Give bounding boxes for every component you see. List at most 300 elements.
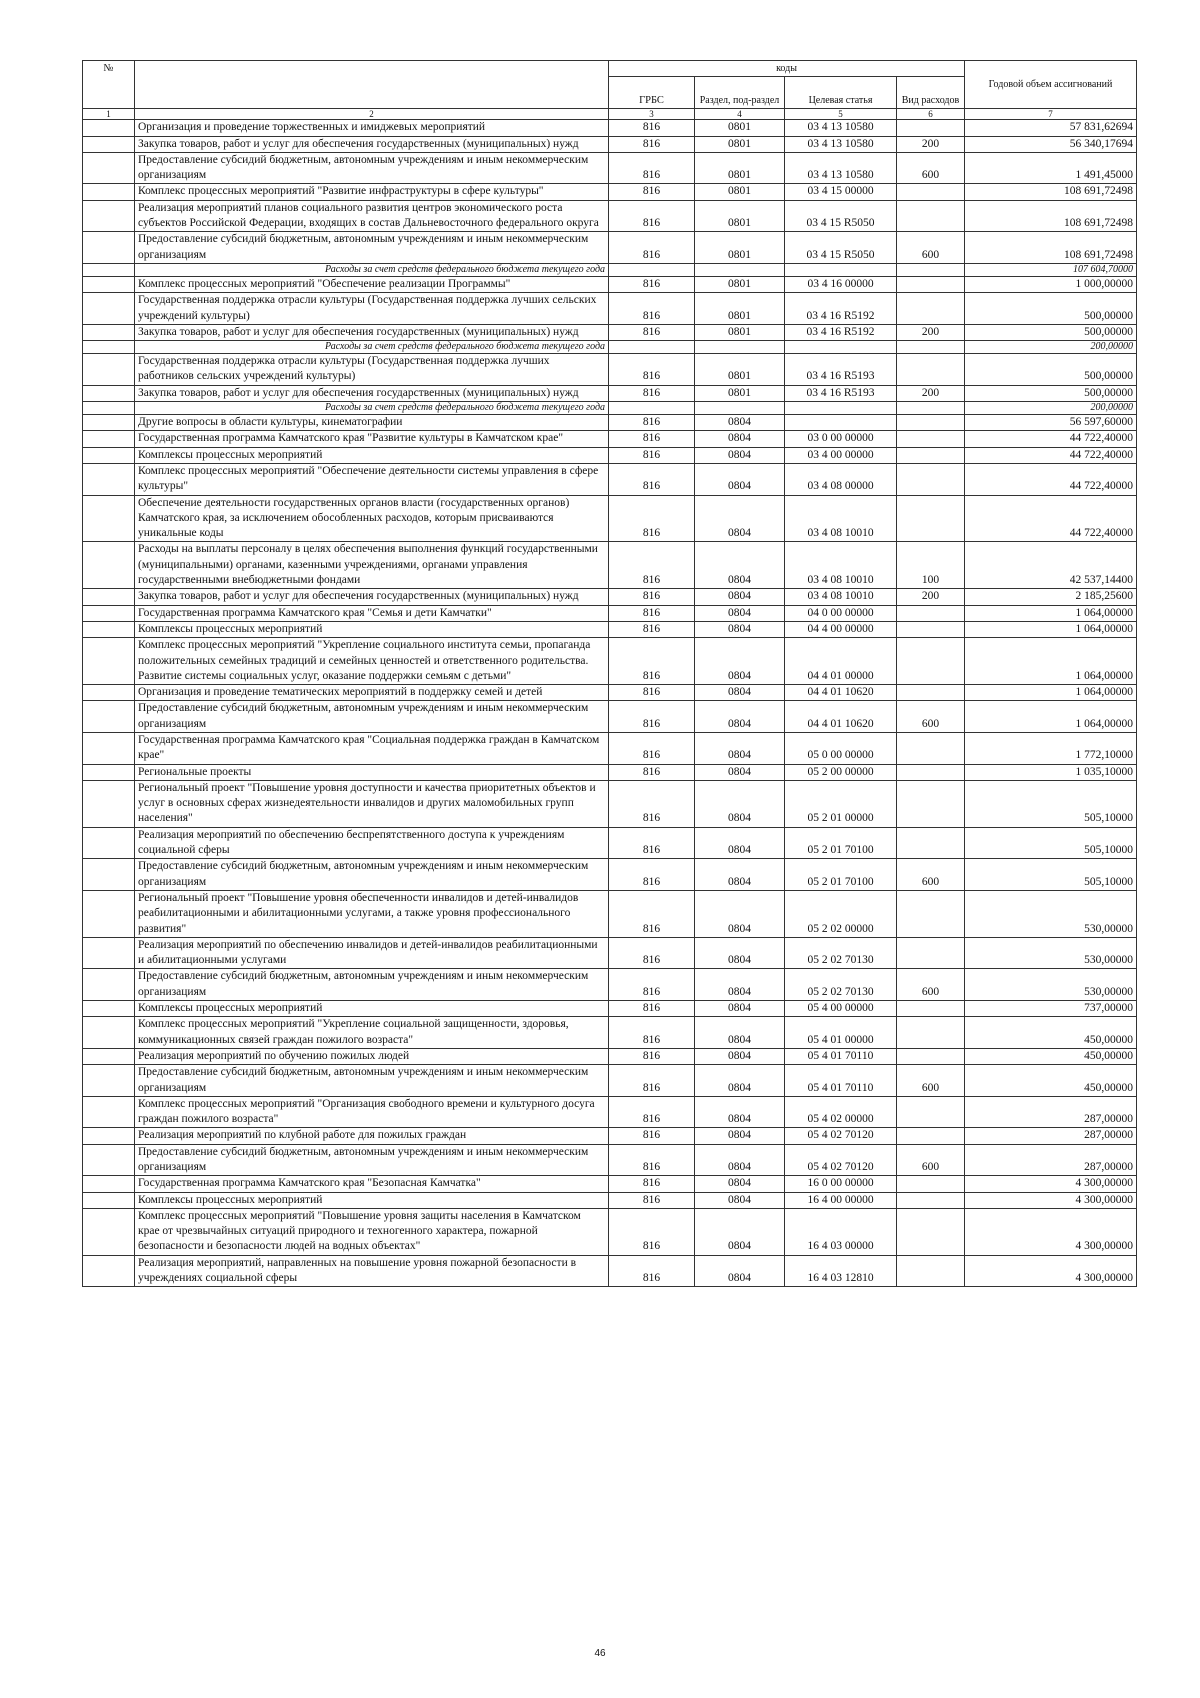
row-target: 04 4 01 10620 xyxy=(785,685,897,701)
row-target: 05 4 02 70120 xyxy=(785,1144,897,1176)
row-grbs: 816 xyxy=(609,1192,695,1208)
row-amount: 1 064,00000 xyxy=(965,701,1137,733)
row-kind xyxy=(897,431,965,447)
row-target: 05 4 02 70120 xyxy=(785,1128,897,1144)
row-amount: 505,10000 xyxy=(965,859,1137,891)
page-number: 46 xyxy=(594,1648,606,1659)
federal-funds-row xyxy=(83,263,1137,276)
row-amount: 2 185,25600 xyxy=(965,589,1137,605)
row-name: Комплекс процессных мероприятий "Укрепление социального института семьи, пропаганда положительных семейных традиций и семейных ценностей и ответственного родительства. Развитие системы социальных услуг, оказание поддержки семьям с детьми" xyxy=(135,638,609,685)
table-row xyxy=(83,1255,1137,1287)
row-target: 05 2 02 00000 xyxy=(785,890,897,937)
row-name: Реализация мероприятий, направленных на повышение уровня пожарной безопасности в учреждениях социальной сферы xyxy=(135,1255,609,1287)
row-name: Организация и проведение тематических мероприятий в поддержку семей и детей xyxy=(135,685,609,701)
row-amount: 1 064,00000 xyxy=(965,638,1137,685)
row-num xyxy=(83,732,135,764)
row-kind: 600 xyxy=(897,1144,965,1176)
row-target: 03 4 08 10010 xyxy=(785,495,897,542)
row-name: Расходы за счет средств федерального бюджета текущего года xyxy=(135,341,609,354)
row-target: 03 4 16 R5192 xyxy=(785,324,897,340)
row-section: 0804 xyxy=(695,732,785,764)
row-section: 0801 xyxy=(695,385,785,401)
table-row xyxy=(83,701,1137,733)
header-name xyxy=(135,61,609,109)
table-row xyxy=(83,1096,1137,1128)
header-annual: Годовой объем ассигнований xyxy=(965,61,1137,109)
row-target: 16 4 00 00000 xyxy=(785,1192,897,1208)
row-target: 03 4 16 R5193 xyxy=(785,385,897,401)
row-kind xyxy=(897,827,965,859)
row-kind xyxy=(897,276,965,292)
row-name: Комплексы процессных мероприятий xyxy=(135,621,609,637)
row-amount: 1 064,00000 xyxy=(965,621,1137,637)
row-target: 04 4 01 10620 xyxy=(785,701,897,733)
row-amount: 44 722,40000 xyxy=(965,463,1137,495)
row-name: Комплекс процессных мероприятий "Укрепление социальной защищенности, здоровья, коммуникационных связей граждан пожилого возраста" xyxy=(135,1017,609,1049)
row-section xyxy=(695,341,785,354)
row-section: 0804 xyxy=(695,1001,785,1017)
row-target: 03 4 13 10580 xyxy=(785,136,897,152)
row-name: Региональные проекты xyxy=(135,764,609,780)
row-grbs: 816 xyxy=(609,589,695,605)
column-numbers-row xyxy=(83,109,1137,120)
row-section: 0804 xyxy=(695,780,785,827)
row-target: 03 4 16 00000 xyxy=(785,276,897,292)
row-num xyxy=(83,890,135,937)
row-kind xyxy=(897,1192,965,1208)
row-grbs: 816 xyxy=(609,890,695,937)
row-name: Государственная программа Камчатского края "Семья и дети Камчатки" xyxy=(135,605,609,621)
row-name: Закупка товаров, работ и услуг для обеспечения государственных (муниципальных) нужд xyxy=(135,136,609,152)
row-target: 03 0 00 00000 xyxy=(785,431,897,447)
table-row xyxy=(83,463,1137,495)
row-kind xyxy=(897,937,965,969)
row-num xyxy=(83,1128,135,1144)
row-grbs: 816 xyxy=(609,495,695,542)
row-kind xyxy=(897,890,965,937)
row-target: 03 4 13 10580 xyxy=(785,120,897,136)
federal-funds-row xyxy=(83,402,1137,415)
row-kind xyxy=(897,341,965,354)
table-row xyxy=(83,1208,1137,1255)
row-amount: 4 300,00000 xyxy=(965,1176,1137,1192)
row-kind xyxy=(897,732,965,764)
row-grbs: 816 xyxy=(609,152,695,184)
row-amount: 108 691,72498 xyxy=(965,200,1137,232)
row-kind: 600 xyxy=(897,859,965,891)
row-amount: 505,10000 xyxy=(965,780,1137,827)
row-target: 03 4 15 00000 xyxy=(785,184,897,200)
row-amount: 1 491,45000 xyxy=(965,152,1137,184)
col-number: 6 xyxy=(897,109,965,120)
row-num xyxy=(83,1208,135,1255)
table-row xyxy=(83,605,1137,621)
row-grbs: 816 xyxy=(609,324,695,340)
row-num xyxy=(83,542,135,589)
row-kind xyxy=(897,1128,965,1144)
row-num xyxy=(83,621,135,637)
row-grbs: 816 xyxy=(609,136,695,152)
row-grbs: 816 xyxy=(609,1144,695,1176)
row-num xyxy=(83,200,135,232)
row-grbs: 816 xyxy=(609,354,695,386)
row-target: 03 4 08 10010 xyxy=(785,542,897,589)
row-section: 0801 xyxy=(695,200,785,232)
header-section: Раздел, под-раздел xyxy=(695,77,785,109)
row-num xyxy=(83,136,135,152)
row-kind xyxy=(897,638,965,685)
row-grbs: 816 xyxy=(609,969,695,1001)
row-amount: 1 064,00000 xyxy=(965,605,1137,621)
row-num xyxy=(83,1176,135,1192)
row-name: Комплекс процессных мероприятий "Организация свободного времени и культурного досуга граждан пожилого возраста" xyxy=(135,1096,609,1128)
row-target: 05 4 01 00000 xyxy=(785,1017,897,1049)
row-target: 04 0 00 00000 xyxy=(785,605,897,621)
row-num xyxy=(83,276,135,292)
row-name: Региональный проект "Повышение уровня доступности и качества приоритетных объектов и услуг в основных сферах жизнедеятельности инвалидов и других маломобильных групп населения" xyxy=(135,780,609,827)
row-target xyxy=(785,415,897,431)
row-target xyxy=(785,341,897,354)
row-section: 0804 xyxy=(695,1192,785,1208)
row-amount: 530,00000 xyxy=(965,937,1137,969)
row-name: Реализация мероприятий по обеспечению инвалидов и детей-инвалидов реабилитационными и абилитационными услугами xyxy=(135,937,609,969)
row-kind: 200 xyxy=(897,385,965,401)
table-row xyxy=(83,415,1137,431)
row-name: Закупка товаров, работ и услуг для обеспечения государственных (муниципальных) нужд xyxy=(135,589,609,605)
row-num xyxy=(83,385,135,401)
row-name: Расходы за счет средств федерального бюджета текущего года xyxy=(135,263,609,276)
row-num xyxy=(83,431,135,447)
row-kind xyxy=(897,402,965,415)
row-amount: 44 722,40000 xyxy=(965,447,1137,463)
header-target: Целевая статья xyxy=(785,77,897,109)
row-section: 0801 xyxy=(695,324,785,340)
row-section: 0804 xyxy=(695,685,785,701)
table-row xyxy=(83,120,1137,136)
row-num xyxy=(83,605,135,621)
header-grbs: ГРБС xyxy=(609,77,695,109)
table-row xyxy=(83,764,1137,780)
row-target: 03 4 15 R5050 xyxy=(785,200,897,232)
row-grbs: 816 xyxy=(609,1208,695,1255)
row-amount: 4 300,00000 xyxy=(965,1255,1137,1287)
table-row xyxy=(83,232,1137,264)
row-num xyxy=(83,685,135,701)
row-grbs: 816 xyxy=(609,1065,695,1097)
row-grbs: 816 xyxy=(609,1255,695,1287)
row-amount: 56 597,60000 xyxy=(965,415,1137,431)
row-amount: 57 831,62694 xyxy=(965,120,1137,136)
row-section: 0804 xyxy=(695,701,785,733)
table-row xyxy=(83,589,1137,605)
row-section: 0804 xyxy=(695,415,785,431)
row-grbs: 816 xyxy=(609,1001,695,1017)
row-num xyxy=(83,495,135,542)
row-name: Реализация мероприятий по обучению пожилых людей xyxy=(135,1048,609,1064)
row-section: 0801 xyxy=(695,120,785,136)
row-grbs: 816 xyxy=(609,859,695,891)
row-section: 0804 xyxy=(695,589,785,605)
row-grbs: 816 xyxy=(609,232,695,264)
row-kind: 200 xyxy=(897,136,965,152)
row-amount: 200,00000 xyxy=(965,341,1137,354)
row-target: 03 4 08 00000 xyxy=(785,463,897,495)
table-row xyxy=(83,200,1137,232)
row-name: Предоставление субсидий бюджетным, автономным учреждениям и иным некоммерческим организациям xyxy=(135,859,609,891)
row-amount: 1 000,00000 xyxy=(965,276,1137,292)
row-grbs: 816 xyxy=(609,764,695,780)
row-amount: 500,00000 xyxy=(965,354,1137,386)
row-target: 03 4 00 00000 xyxy=(785,447,897,463)
header-num: № xyxy=(83,61,135,109)
row-num xyxy=(83,969,135,1001)
row-kind xyxy=(897,1208,965,1255)
row-target: 16 4 03 12810 xyxy=(785,1255,897,1287)
table-row xyxy=(83,1048,1137,1064)
row-num xyxy=(83,1048,135,1064)
table-row xyxy=(83,354,1137,386)
row-section: 0804 xyxy=(695,1176,785,1192)
row-kind xyxy=(897,1255,965,1287)
row-section: 0804 xyxy=(695,638,785,685)
row-amount: 42 537,14400 xyxy=(965,542,1137,589)
row-grbs: 816 xyxy=(609,415,695,431)
row-num xyxy=(83,1144,135,1176)
row-name: Комплексы процессных мероприятий xyxy=(135,447,609,463)
row-target: 03 4 15 R5050 xyxy=(785,232,897,264)
row-grbs: 816 xyxy=(609,200,695,232)
row-kind xyxy=(897,764,965,780)
row-amount: 500,00000 xyxy=(965,324,1137,340)
row-kind xyxy=(897,1017,965,1049)
row-name: Комплексы процессных мероприятий xyxy=(135,1192,609,1208)
row-amount: 56 340,17694 xyxy=(965,136,1137,152)
col-number: 4 xyxy=(695,109,785,120)
row-amount: 108 691,72498 xyxy=(965,184,1137,200)
row-num xyxy=(83,184,135,200)
row-kind: 600 xyxy=(897,232,965,264)
row-target: 03 4 08 10010 xyxy=(785,589,897,605)
row-target: 05 4 01 70110 xyxy=(785,1048,897,1064)
row-target: 05 0 00 00000 xyxy=(785,732,897,764)
row-kind xyxy=(897,120,965,136)
row-name: Расходы за счет средств федерального бюджета текущего года xyxy=(135,402,609,415)
row-grbs: 816 xyxy=(609,120,695,136)
row-target: 05 2 00 00000 xyxy=(785,764,897,780)
row-num xyxy=(83,293,135,325)
row-amount: 530,00000 xyxy=(965,890,1137,937)
row-num xyxy=(83,827,135,859)
row-section: 0801 xyxy=(695,136,785,152)
row-name: Комплексы процессных мероприятий xyxy=(135,1001,609,1017)
row-kind: 600 xyxy=(897,1065,965,1097)
row-section: 0801 xyxy=(695,354,785,386)
row-name: Комплекс процессных мероприятий "Обеспечение реализации Программы" xyxy=(135,276,609,292)
table-row xyxy=(83,1128,1137,1144)
row-num xyxy=(83,764,135,780)
row-num xyxy=(83,1192,135,1208)
table-row xyxy=(83,827,1137,859)
row-kind xyxy=(897,184,965,200)
row-kind xyxy=(897,200,965,232)
row-grbs: 816 xyxy=(609,1176,695,1192)
row-kind xyxy=(897,293,965,325)
table-row xyxy=(83,1065,1137,1097)
table-row xyxy=(83,969,1137,1001)
row-grbs: 816 xyxy=(609,621,695,637)
table-row xyxy=(83,1017,1137,1049)
row-name: Предоставление субсидий бюджетным, автономным учреждениям и иным некоммерческим организациям xyxy=(135,232,609,264)
row-section xyxy=(695,402,785,415)
row-section: 0804 xyxy=(695,827,785,859)
row-name: Государственная программа Камчатского края "Социальная поддержка граждан в Камчатском крае" xyxy=(135,732,609,764)
row-target: 16 0 00 00000 xyxy=(785,1176,897,1192)
row-section: 0804 xyxy=(695,764,785,780)
row-name: Государственная программа Камчатского края "Безопасная Камчатка" xyxy=(135,1176,609,1192)
row-name: Предоставление субсидий бюджетным, автономным учреждениям и иным некоммерческим организациям xyxy=(135,701,609,733)
row-num xyxy=(83,859,135,891)
row-section: 0804 xyxy=(695,1144,785,1176)
row-section: 0804 xyxy=(695,431,785,447)
row-grbs: 816 xyxy=(609,276,695,292)
row-section: 0804 xyxy=(695,1255,785,1287)
row-num xyxy=(83,1001,135,1017)
row-name: Предоставление субсидий бюджетным, автономным учреждениям и иным некоммерческим организациям xyxy=(135,1065,609,1097)
row-grbs: 816 xyxy=(609,447,695,463)
row-amount: 287,00000 xyxy=(965,1144,1137,1176)
row-grbs: 816 xyxy=(609,1017,695,1049)
row-section: 0801 xyxy=(695,293,785,325)
row-section: 0804 xyxy=(695,463,785,495)
row-amount: 505,10000 xyxy=(965,827,1137,859)
row-num xyxy=(83,1065,135,1097)
row-kind xyxy=(897,354,965,386)
row-num xyxy=(83,232,135,264)
row-amount: 4 300,00000 xyxy=(965,1192,1137,1208)
row-num xyxy=(83,447,135,463)
row-kind xyxy=(897,780,965,827)
row-name: Реализация мероприятий по обеспечению беспрепятственного доступа к учреждениям социальной сферы xyxy=(135,827,609,859)
table-row xyxy=(83,324,1137,340)
row-name: Реализация мероприятий по клубной работе для пожилых граждан xyxy=(135,1128,609,1144)
row-num xyxy=(83,1017,135,1049)
row-kind xyxy=(897,1001,965,1017)
row-amount: 44 722,40000 xyxy=(965,431,1137,447)
row-num xyxy=(83,354,135,386)
row-amount: 1 064,00000 xyxy=(965,685,1137,701)
table-row xyxy=(83,136,1137,152)
row-section: 0804 xyxy=(695,1096,785,1128)
row-grbs: 816 xyxy=(609,1128,695,1144)
row-kind: 100 xyxy=(897,542,965,589)
row-amount: 500,00000 xyxy=(965,385,1137,401)
row-amount: 4 300,00000 xyxy=(965,1208,1137,1255)
row-name: Государственная программа Камчатского края "Развитие культуры в Камчатском крае" xyxy=(135,431,609,447)
row-grbs: 816 xyxy=(609,780,695,827)
row-amount: 1 772,10000 xyxy=(965,732,1137,764)
row-kind: 600 xyxy=(897,969,965,1001)
row-name: Предоставление субсидий бюджетным, автономным учреждениям и иным некоммерческим организациям xyxy=(135,969,609,1001)
row-grbs: 816 xyxy=(609,463,695,495)
row-kind xyxy=(897,621,965,637)
col-number: 3 xyxy=(609,109,695,120)
table-row xyxy=(83,780,1137,827)
budget-table xyxy=(82,60,1137,1287)
row-section: 0804 xyxy=(695,859,785,891)
row-grbs: 816 xyxy=(609,1048,695,1064)
row-section: 0804 xyxy=(695,1065,785,1097)
row-grbs: 816 xyxy=(609,605,695,621)
row-section: 0804 xyxy=(695,890,785,937)
row-kind: 600 xyxy=(897,152,965,184)
row-section: 0804 xyxy=(695,605,785,621)
row-num xyxy=(83,341,135,354)
row-kind xyxy=(897,1176,965,1192)
row-target: 05 2 02 70130 xyxy=(785,937,897,969)
row-target: 05 2 01 70100 xyxy=(785,859,897,891)
row-name: Закупка товаров, работ и услуг для обеспечения государственных (муниципальных) нужд xyxy=(135,324,609,340)
row-kind xyxy=(897,447,965,463)
table-row xyxy=(83,293,1137,325)
row-grbs: 816 xyxy=(609,701,695,733)
row-target: 05 4 01 70110 xyxy=(785,1065,897,1097)
row-grbs xyxy=(609,263,695,276)
row-target: 03 4 16 R5193 xyxy=(785,354,897,386)
row-name: Комплекс процессных мероприятий "Развитие инфраструктуры в сфере культуры" xyxy=(135,184,609,200)
header-kind: Вид расходов xyxy=(897,77,965,109)
table-row xyxy=(83,890,1137,937)
row-num xyxy=(83,415,135,431)
row-amount: 200,00000 xyxy=(965,402,1137,415)
row-grbs: 816 xyxy=(609,827,695,859)
row-kind: 600 xyxy=(897,701,965,733)
row-amount: 107 604,70000 xyxy=(965,263,1137,276)
row-name: Закупка товаров, работ и услуг для обеспечения государственных (муниципальных) нужд xyxy=(135,385,609,401)
table-row xyxy=(83,385,1137,401)
row-name: Региональный проект "Повышение уровня обеспеченности инвалидов и детей-инвалидов реабилитационными и абилитационными услугами, а также уровня профессионального развития" xyxy=(135,890,609,937)
row-amount: 287,00000 xyxy=(965,1096,1137,1128)
row-name: Государственная поддержка отрасли культуры (Государственная поддержка лучших сельских учреждений культуры) xyxy=(135,293,609,325)
row-name: Государственная поддержка отрасли культуры (Государственная поддержка лучших работников сельских учреждений культуры) xyxy=(135,354,609,386)
table-row xyxy=(83,1144,1137,1176)
row-grbs: 816 xyxy=(609,1096,695,1128)
row-section: 0801 xyxy=(695,232,785,264)
row-target: 05 4 00 00000 xyxy=(785,1001,897,1017)
table-row xyxy=(83,859,1137,891)
row-kind: 200 xyxy=(897,589,965,605)
row-section: 0804 xyxy=(695,1128,785,1144)
row-amount: 450,00000 xyxy=(965,1017,1137,1049)
row-kind xyxy=(897,415,965,431)
row-kind xyxy=(897,1096,965,1128)
row-kind xyxy=(897,263,965,276)
row-target xyxy=(785,263,897,276)
row-num xyxy=(83,324,135,340)
row-grbs: 816 xyxy=(609,431,695,447)
row-amount: 500,00000 xyxy=(965,293,1137,325)
row-section: 0804 xyxy=(695,1208,785,1255)
row-name: Комплекс процессных мероприятий "Обеспечение деятельности системы управления в сфере культуры" xyxy=(135,463,609,495)
table-row xyxy=(83,447,1137,463)
row-name: Предоставление субсидий бюджетным, автономным учреждениям и иным некоммерческим организациям xyxy=(135,1144,609,1176)
row-target: 05 2 01 70100 xyxy=(785,827,897,859)
row-num xyxy=(83,463,135,495)
row-name: Реализация мероприятий планов социального развития центров экономического роста субъектов Российской Федерации, входящих в состав Дальневосточного федерального округа xyxy=(135,200,609,232)
row-num xyxy=(83,937,135,969)
row-num xyxy=(83,152,135,184)
row-kind xyxy=(897,1048,965,1064)
row-grbs: 816 xyxy=(609,937,695,969)
